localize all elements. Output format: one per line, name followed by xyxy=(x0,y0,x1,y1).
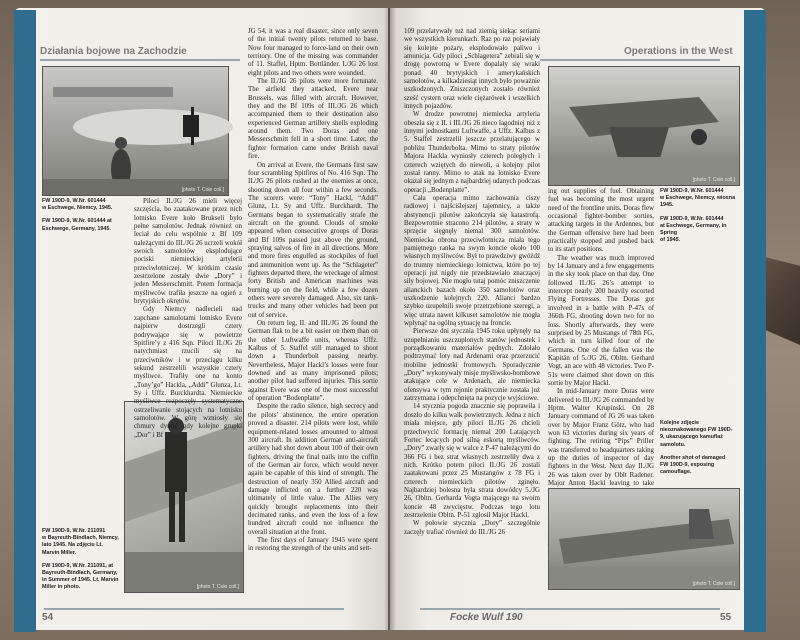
caption-line: FW 190D-9, W.Nr. 211091 xyxy=(42,528,106,534)
caption-line: Miller in photo. xyxy=(42,584,81,591)
caption-line: lato 1945. Na zdjęciu Lt. xyxy=(42,542,103,549)
left-bottom-photo-caption xyxy=(42,528,122,592)
left-polish-text-column xyxy=(134,198,242,439)
paragraph: Pierwsze dni stycznia 1945 roku upłynęły na uzupełnianiu uszczuplonych stanów jednostek i porządkowaniu materiałów pędnych. Zdołało podtrzymać loty nad Ardenami oraz przerzucić mobilne jednostki frontowych. Sporadycznie „Dory” wykonywały misje myśliwsko-bombowe atakujące cele w Ardenach, ale niemiecka ofensywa w tym rejonie praktycznie została już zatrzymana i odepchnięta na pozycje wyjściowe. xyxy=(404,328,540,403)
photo-credit: [photo T. Cole coll.] xyxy=(692,177,735,183)
left-page xyxy=(14,8,388,630)
left-edge-bar xyxy=(14,10,36,632)
caption-line: FW 190D-9, W.Nr. 601444 xyxy=(660,215,724,222)
photo-fw190-eschwege-left xyxy=(42,66,229,196)
book-spread xyxy=(14,8,766,630)
right-polish-text-column xyxy=(404,28,540,596)
paragraph: W drodze powrotnej niemiecka artyleria obeszła się z II. i III./JG 26 nieco łagodniej niż z innymi jednostkami Luftwaffe, a Uffz. Kalbus z 5. Staffel zestrzelił jeszcze przelatującego w pobliżu Thunderbolta. Mimo to straty pilotów Majora Hackla wyniosły czterech poległych i czterech wziętych do niewoli, a kolejny pilot został ranny. Mimo to atak na lotnisko Evere okazał się jednym z najbardziej udanych podczas operacji „Bodenplatte”. xyxy=(404,111,540,194)
paragraph: 14 stycznia pogoda znacznie się poprawiła i doszło do kilku walk powietrznych. Jedna z nich miała miejsce, gdy piloci II./JG 26 chcieli przechwycić formację niemal 200 Latających Fortec lecących pod silną eskortą myśliwców. „Dory” zwarły się w walce z P-47 należącymi do 366 FG i bez strat własnych zestrzeliły dwa z nich. Krótko potem piloci II./JG 26 zostali zaatakowani przez 25 Mustangów z 78 FG i czterech niemieckich pilotów zginęło. Najbardziej bolesna była strata dowódcy 5./JG 26, Obltn. Gerharda Vogta mającego na swoim koncie 48 zwycięstw. Podczas tego lotu zestrzelenie Obltn. P-51 zgłosił Major Hackl. xyxy=(404,403,540,519)
photo-credit: [photo T. Cole coll.] xyxy=(181,187,224,193)
caption-line: Bayreuth-Bindlach, Germany, xyxy=(42,570,118,577)
right-bottom-photo-caption xyxy=(660,420,740,476)
left-top-photo-caption xyxy=(42,198,132,233)
caption-line: of 1945. xyxy=(660,237,681,244)
left-running-head: Działania bojowe na Zachodzie xyxy=(40,46,187,57)
caption-line: w Eschwege, Niemcy, wiosna xyxy=(660,195,736,202)
photo-credit: [photo T. Cole coll.] xyxy=(692,581,735,587)
photo-fw190-eschwege-right xyxy=(548,66,740,186)
left-head-rule xyxy=(40,59,240,61)
caption-line: FW 190D-9, exposing xyxy=(660,462,715,469)
right-english-text-column xyxy=(548,188,654,488)
paragraph: On return leg, II. and III./JG 26 found the German flak to be a bit easier on them than on the other Luftwaffe units, whereas Uffz. Kalbus of 5. Staffel still managed to shoot down a Thunderbolt passing nearby. Nevertheless, Major Hackl’s losses were four downed and as many imprisoned pilots; another pilot had suffered injuries. This sortie against Evere was one of the most successful of operation “Bodenplatte”. xyxy=(248,320,378,403)
caption-line: samolotu. xyxy=(660,441,686,448)
paragraph: In mid-January more Doras were delivered to III./JG 26 commanded by Hptm. Walter Krupinski. On 28 January command of JG 26 was taken over by Major Franz Götz, who had won 63 victories during six years of fighting. The retiring “Pips” Priller was transferred to headquarters taking up the duties of inspector of day fighters in the West. Next day II./JG 26 was taken over by Oblt Radener. Major Anton Hackl leaving to take xyxy=(548,388,654,488)
right-page-number: 55 xyxy=(720,612,732,623)
caption-line: FW 190D-9, W.Nr. 601444 xyxy=(42,198,106,204)
book-gutter xyxy=(384,8,396,630)
paragraph: JG 54, it was a real disaster, since only seven of the initial twenty pilots returned to base. Now four managed to force-land on their own territory. One of the missing was commander of 11. Staffel, Hptm. Bottländer. I./JG 26 lost eight pilots and two others were wounded. xyxy=(248,28,378,77)
paragraph: Despite the radio silence, high secrecy and the pilots’ abstinence, the entire operation proved a disaster. 214 pilots were lost, while equipment-related losses amounted to almost 300 aircraft. In addition German anti-aircraft artillery had shot down about 100 of their own fighters, driving the final nails into the coffin of the German air force, which would never again be capable of this kind of strength. The destruction of nearly 350 Allied aircraft and damage inflicted on a further 220 was ultimately of little value. The Allies very quickly brought replacements into their decimated ranks, and even the loss of a few hundred aircraft could not influence the overall situation at the front. xyxy=(248,403,378,536)
left-foot-rule xyxy=(44,608,344,610)
right-footer-title: Focke Wulf 190 xyxy=(450,612,523,623)
photo-fw190-camouflage xyxy=(548,488,740,590)
photo-aircraft-illustration xyxy=(43,67,228,195)
left-page-number: 54 xyxy=(42,612,54,623)
right-foot-rule xyxy=(420,608,720,610)
paragraph: The II./JG 26 pilots were more fortunate. The airfield they attacked, Evere near Brussels, was filled with aircraft. However, they and the Bf 109s of III./JG 26 which accompanied them to their destination also experienced German artillery shells exploding around them. Two Doras and one Messerschmitt fell in a short time. Later, the fighter formation came under British naval fire. xyxy=(248,78,378,161)
caption-line: Another shot of damaged xyxy=(660,454,726,461)
caption-line: w Bayreuth-Bindlach, Niemcy, xyxy=(42,535,119,542)
paragraph: W połowie stycznia „Dory” szczególnie zaczęły trafiać również do III./JG 26 xyxy=(404,520,540,536)
caption-line: Kolejne zdjęcie xyxy=(660,420,699,426)
caption-line: FW 190D-9, W.Nr. 211091, at xyxy=(42,562,114,569)
right-top-photo-caption xyxy=(660,188,740,244)
paragraph: Piloci II./JG 26 mieli więcej szczęścia, bo zaatakowane przez nich lotnisko Evere koło Brukseli było pełne samolotów. Jednak również on leciał do celu wspólnie z Bf 109 należącymi do III./JG 26 ucrzeli wokół swoich samolotów eksplodujące pociski niemieckiej artylerii przeciwlotniczej. W krótkim czasie zestrzelone zostały dwie „Dory” i jeden Messerschmitt. Potem formacja myśliwców trafiła jeszcze na ogień z brytyjskich okrętów. xyxy=(134,198,242,306)
paragraph: The first days of January 1945 were spent in restoring the strength of the units and sett- xyxy=(248,536,378,553)
right-edge-bar xyxy=(744,10,766,632)
photo-camouflage-illustration xyxy=(549,489,739,589)
photo-wreck-illustration xyxy=(549,67,739,185)
caption-line: camouflage. xyxy=(660,469,692,476)
caption-line: Eschwege, Germany, 1945. xyxy=(42,225,111,232)
left-english-text-column xyxy=(248,28,378,596)
caption-line: 1945. xyxy=(660,202,674,209)
caption-line: in Summer of 1945. Lt. Marvin xyxy=(42,577,119,584)
paragraph: Gdy Niemcy nadlecieli nad zapchane samolotami lotnisko Evere najpierw dostrzegli cztery podrywające się w powietrze Spitfire’y z 416 Sqn. Piloci II./JG 26 natychmiast rzucili się na przeciwników i w przeciągu kilku sekund zestrzelili wszystkie cztery myśliwce. Trafiły one na konto „Tony’go” Hackla, „Addi” Glunza, Lt. Sy i Uffz. Burckhardta. Niemieckie myśliwce rozpoczęły systematyczne ostrzeliwanie stojących na lotnisku samolotów. W górę wzniosły się chmury dymu, gdy kolejne grupki „Dor” i Bf xyxy=(134,306,242,439)
paragraph: 109 przelatywały tuż nad ziemią siekąc seriami we wszystkich kierunkach. Raz po raz pojawiały się kolejne pożary, eksplodowało paliwo i amunicja. Gdy piloci „Schlagetera” zebrali się w drogę powrotną w Evere dopalały się wraki ponad 40 brytyjskich i amerykańskich samolotów, a kilkadziesiąt innych było poważnie uszkodzonych. Zniszczonych zostało również sześć cystern oraz wiele ciężarówek i wszelkich innych pojazdów. xyxy=(404,28,540,111)
caption-line: w Eschwege, Niemcy, 1945. xyxy=(42,205,113,212)
right-page xyxy=(390,8,766,630)
paragraph: The weather was much improved by 14 January and a few engagements in the sky took place on that day. One followed II./JG 26’s attempt to intercept nearly 200 heavily escorted Flying Fortresses. The Doras got involved in a battle with P-47s of 366th FG, shooting down two for no loss. Shortly afterwards, they were surprised by 25 Mustangs of 78th FG, which in turn killed four of the Germans. One of the fallen was the Kapitän of 5./JG 26, Obltn. Gerhard Vogt, an ace with 48 victories. Two P-51s were claimed shot down on this sortie by Major Hackl. xyxy=(548,254,654,387)
caption-line: Marvin Miller. xyxy=(42,549,77,556)
caption-line: 9, ukazującego kamuflaż xyxy=(660,434,723,441)
right-running-head: Operations in the West xyxy=(624,46,733,57)
caption-line: FW 190D-9, W.Nr. 601444 at xyxy=(42,218,112,225)
right-head-rule xyxy=(540,59,720,61)
paragraph: On arrival at Evere, the Germans first saw four scrambling Spitfires of No. 416 Sqn. The II./JG 26 pilots rushed at the enemies at once, shooting down all four within a few seconds. The scorers were: “Tony” Hackl, “Addi” Glunz, Lt. Sy and Uffz. Burckhardt. The Germans began to systematically strafe the aircraft on the ground. Clouds of smoke appeared when consecutive groups of Doras and Bf 109s passed just above the ground, spraying salvos of fire in all directions. More and more fires engulfed as stockpiles of fuel and ammunition went up. As the “Schlageter” fighters departed there, the wreckage of almost forty British and American machines was burning up on the field, while a few dozen others were severely damaged. Also, six tank-trucks and many other vehicles had been put out of service. xyxy=(248,161,378,319)
caption-line: FW 190D-9, W.Nr. 601444 xyxy=(660,188,724,194)
caption-line: at Eschwege, Germany, in Spring xyxy=(660,222,727,237)
caption-line: nieoznakowanego FW 190D- xyxy=(660,427,733,434)
paragraph: Cała operacja mimo zachowania ciszy radiowej i najściślejszej tajemnicy, a także abstynencji pilotów zakończyła się katastrofą. Bezpowrotnie stracono 214 pilotów, a straty w sprzęcie sięgnęły niemal 300 samolotów. Niemiecka obrona przeciwlotnicza miała tego pamiętnego ranka na swym koncie około 100 własnych myśliwców. Był to prawdziwy gwóźdź do trumny niemieckiego lotnictwa, które po tej operacji już nigdy nie przedstawiało znaczącej siły bojowej. Nie mogło tutaj pomóc zniszczenie alianckich bazach około 350 samolotów oraz uszkodzenie kolejnych 220. Alianci bardzo szybko uzupełnili swoje przetrzebione szeregi, a więc utrata nawet kilkuset samolotów nie mogła wpłynąć na ogólną sytuację na froncie. xyxy=(404,194,540,328)
paragraph: ing out supplies of fuel. Obtaining fuel was becoming the most urgent need of the frontline units. Doras flew occasional fighter-bomber sorties, attacking targets in the Ardennes, but the German offensive here had been practically stopped and pushed back to its start positions. xyxy=(548,188,654,254)
photo-credit: [photo T. Cole coll.] xyxy=(196,584,239,590)
